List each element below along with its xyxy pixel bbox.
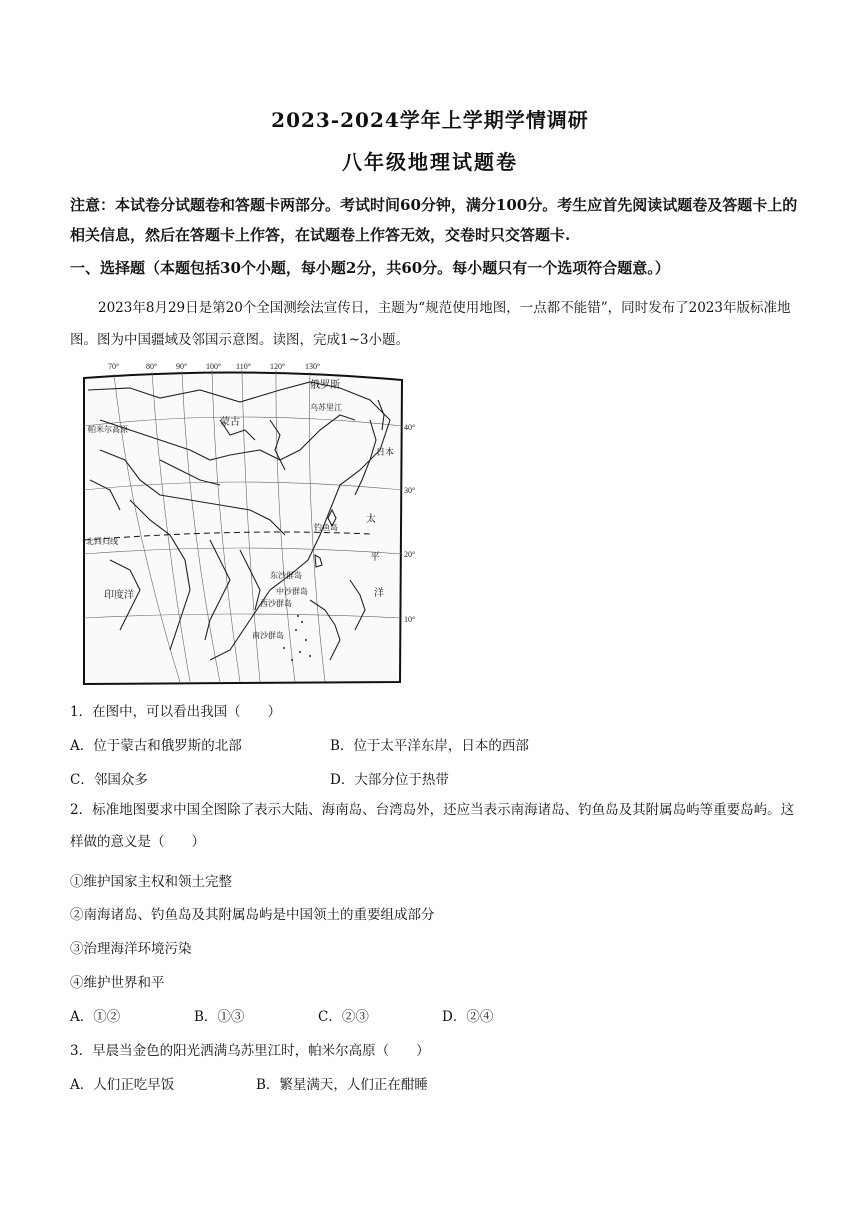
q3-option-b[interactable]: B．繁星满天，人们正在酣睡 <box>256 1077 428 1093</box>
lat-label-10: 10° <box>404 615 416 624</box>
label-tropic: 北回归线 <box>86 537 118 546</box>
label-pacific-1: 太 <box>366 514 376 525</box>
exam-title: 2023-2024学年上学期学情调研 <box>271 108 589 132</box>
label-pacific-3: 洋 <box>374 588 384 599</box>
lon-label-110: 110° <box>236 362 251 371</box>
lon-label-130: 130° <box>305 362 321 371</box>
label-mongolia: 蒙古 <box>220 417 240 428</box>
q1-stem: 1．在图中，可以看出我国（ ） <box>70 704 282 720</box>
china-map-figure <box>70 360 426 686</box>
exam-subtitle: 八年级地理试题卷 <box>342 150 518 174</box>
lat-label-40: 40° <box>404 423 416 432</box>
label-pamir: 帕米尔高原 <box>88 425 128 434</box>
q3-option-a[interactable]: A．人们正吃早饭 <box>70 1077 175 1093</box>
q2-option-a[interactable]: A．①② <box>70 1009 121 1025</box>
label-pacific-2: 平 <box>370 552 380 563</box>
q2-option-c[interactable]: C．②③ <box>318 1009 369 1025</box>
lon-label-70: 70° <box>108 362 120 371</box>
q1-option-b[interactable]: B．位于太平洋东岸，日本的西部 <box>330 738 529 754</box>
label-nansha: 南沙群岛 <box>252 631 284 640</box>
lon-label-120: 120° <box>270 362 286 371</box>
label-russia: 俄罗斯 <box>310 380 340 391</box>
label-japan: 日本 <box>376 447 395 457</box>
label-dongsha: 东沙群岛 <box>270 571 302 580</box>
label-indian-ocean: 印度洋 <box>104 590 134 601</box>
q2-item-1: ①维护国家主权和领土完整 <box>70 874 232 890</box>
q1-option-d[interactable]: D．大部分位于热带 <box>330 772 449 788</box>
label-xisha: 西沙群岛 <box>260 599 292 608</box>
q1-option-c[interactable]: C．邻国众多 <box>70 772 148 788</box>
lon-label-100: 100° <box>206 362 222 371</box>
lon-label-90: 90° <box>176 362 188 371</box>
label-zhongsha: 中沙群岛 <box>276 587 308 596</box>
lat-label-30: 30° <box>404 486 416 495</box>
lon-label-80: 80° <box>146 362 158 371</box>
q1-option-a[interactable]: A．位于蒙古和俄罗斯的北部 <box>70 738 242 754</box>
lat-label-20: 20° <box>404 550 416 559</box>
section-heading: 一、选择题（本题包括30个小题，每小题2分，共60分。每小题只有一个选项符合题意。） <box>70 259 670 277</box>
notice-text: 注意：本试卷分试题卷和答题卡两部分。考试时间60分钟，满分100分。考生应首先阅读试题卷及答题卡上的相关信息，然后在答题卡上作答，在试题卷上作答无效，交卷时只交答题卡. <box>70 196 798 244</box>
q2-stem: 2．标准地图要求中国全图除了表示大陆、海南岛、台湾岛外，还应当表示南海诸岛、钓鱼岛及其附属岛屿等重要岛屿。这样做的意义是（ ） <box>70 802 795 850</box>
q2-option-d[interactable]: D．②④ <box>442 1009 494 1025</box>
q2-item-2: ②南海诸岛、钓鱼岛及其附属岛屿是中国领土的重要组成部分 <box>70 907 435 923</box>
q3-stem: 3．早晨当金色的阳光洒满乌苏里江时，帕米尔高原（ ） <box>70 1043 430 1059</box>
label-wusuli-river: 乌苏里江 <box>310 403 342 412</box>
q2-option-b[interactable]: B．①③ <box>194 1009 245 1025</box>
q2-item-4: ④维护世界和平 <box>70 975 165 991</box>
q2-item-3: ③治理海洋环境污染 <box>70 941 192 957</box>
label-diaoyu: 钓鱼岛 <box>314 523 338 532</box>
question-intro: 2023年8月29日是第20个全国测绘法宣传日，主题为“规范使用地图，一点都不能错”，同时发布了2023年版标准地图。图为中国疆域及邻国示意图。读图，完成1~3小题。 <box>70 300 791 348</box>
